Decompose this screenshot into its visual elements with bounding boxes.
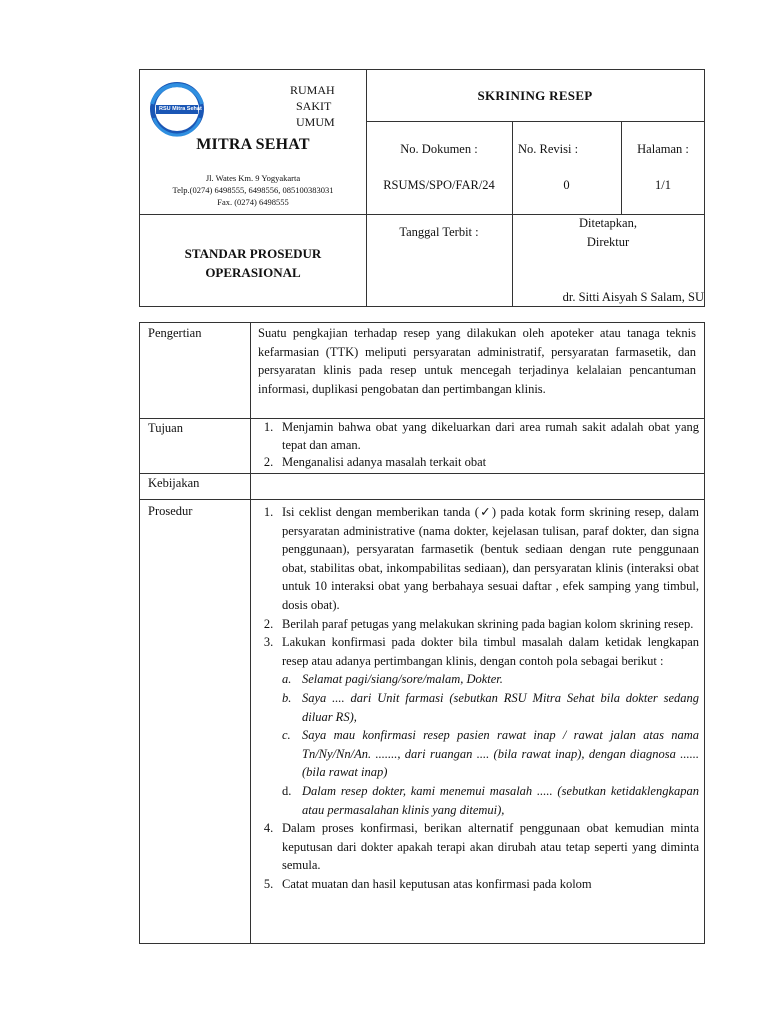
director-label: Direktur: [586, 235, 630, 249]
pengertian-text: Suatu pengkajian terhadap resep yang dilakukan oleh apoteker atau tanaga teknis kefarmasian (TTK) meliputi persyaratan administratif, persyaratan farmasetik, dan persyaratan klinis pada resep untuk mencegah terjadinya kelalaian pencantuman informasi, duplikasi pengobatan dan pertimbangan klinis.: [258, 326, 696, 396]
sub-list-letter: a.: [282, 672, 292, 687]
approval-label: Ditetapkan,: [579, 216, 637, 230]
hospital-phone: Telp.(0274) 6498555, 6498556, 085100383031: [172, 185, 334, 195]
list-item: [255, 454, 699, 472]
row-label-kebijakan: Kebijakan: [148, 476, 200, 490]
row-label-prosedur: Prosedur: [148, 504, 193, 518]
hospital-identity: [140, 70, 366, 214]
table-row-divider: [140, 473, 704, 474]
sub-list: [255, 670, 699, 819]
prosedur-list: [255, 503, 699, 893]
sub-list-item: [282, 689, 699, 726]
hospital-logo: [148, 80, 206, 138]
sop-title-line: STANDAR PROSEDUR: [184, 246, 322, 261]
list-number: 4.: [263, 821, 274, 836]
row-label-pengertian: Pengertian: [148, 326, 202, 340]
list-number: 3.: [263, 635, 274, 650]
list-number: 1.: [263, 505, 274, 519]
hospital-type-line: UMUM: [296, 115, 335, 129]
list-text: Isi ceklist dengan memberikan tanda (✓) pada kotak form skrining resep, dalam persyaratan administrative (nama dokter, kejelasan tulisan, paraf dokter, dan signa penggunaan), persyaratan farmasetik (bentuk sediaan dengan rute penggunaan obat, stabilitas obat, inkompabilitas sediaan), dan persyaratan klinis (interaksi obat untuk 10 interaksi obat yang berbahaya sesuai daftar , efek samping yang timbul, dosis obat).: [282, 505, 699, 612]
list-text: Menganalisi adanya masalah terkait obat: [282, 455, 487, 469]
sub-list-text: Saya .... dari Unit farmasi (sebutkan RSU Mitra Sehat bila dokter sedang diluar RS),: [302, 690, 699, 724]
sub-list-letter: c.: [282, 728, 291, 743]
sop-title-line: OPERASIONAL: [205, 265, 301, 280]
procedure-table: [139, 322, 705, 944]
hospital-type: [290, 82, 335, 130]
hospital-name: MITRA SEHAT: [196, 136, 310, 153]
list-item: [255, 419, 699, 454]
document-header-table: [139, 69, 705, 307]
page-value: 1/1: [655, 178, 671, 192]
approval-block: [512, 214, 704, 252]
list-text: Dalam proses konfirmasi, berikan alternatif penggunaan obat kemudian minta keputusan dari dokter apakah terapi akan dirubah atau tetap seperti yang diminta semula.: [282, 821, 699, 873]
hospital-contact: [140, 172, 366, 208]
sub-list-text: Selamat pagi/siang/sore/malam, Dokter.: [302, 672, 503, 687]
doc-number-value: RSUMS/SPO/FAR/24: [383, 178, 495, 192]
list-number: 2.: [263, 455, 274, 469]
list-item: [255, 633, 699, 670]
sub-list-item: [282, 670, 699, 689]
hospital-type-line: SAKIT: [296, 99, 332, 113]
header-divider: [621, 121, 622, 214]
logo-text: RSU Mitra Sehat: [159, 106, 202, 112]
header-divider: [366, 121, 704, 122]
list-text: Catat muatan dan hasil keputusan atas konfirmasi pada kolom: [282, 876, 592, 891]
list-item: [255, 615, 699, 634]
list-number: 2.: [263, 616, 274, 631]
page-label: Halaman :: [637, 142, 689, 156]
sub-list-letter: d.: [282, 783, 292, 798]
table-row-divider: [140, 499, 704, 500]
list-text: Menjamin bahwa obat yang dikeluarkan dari area rumah sakit adalah obat yang tepat dan aman.: [282, 420, 699, 452]
hospital-fax: Fax. (0274) 6498555: [217, 197, 289, 207]
row-label-tujuan: Tujuan: [148, 421, 183, 435]
revision-label: No. Revisi :: [518, 142, 579, 156]
sub-list-item: [282, 726, 699, 782]
hospital-type-line: RUMAH: [290, 83, 335, 97]
list-text: Lakukan konfirmasi pada dokter bila timbul masalah dalam ketidak lengkapan resep atau adanya pertimbangan klinis, dengan contoh pola sebagai berikut :: [282, 635, 699, 668]
document-title: SKRINING RESEP: [477, 88, 593, 103]
table-column-divider: [250, 323, 251, 944]
revision-value: 0: [563, 178, 570, 192]
doc-number-label: No. Dokumen :: [400, 142, 478, 156]
issue-date-label: Tanggal Terbit :: [399, 225, 479, 239]
signatory-name: dr. Sitti Aisyah S Salam, SU: [562, 290, 704, 304]
sop-title: [140, 244, 366, 282]
sub-list-item: [282, 782, 699, 819]
list-item: [255, 819, 699, 875]
tujuan-list: [255, 419, 699, 472]
sub-list-letter: b.: [282, 690, 292, 705]
hospital-address: Jl. Wates Km. 9 Yogyakarta: [205, 173, 301, 183]
sub-list-text: Dalam resep dokter, kami menemui masalah ..... (sebutkan ketidaklengkapan atau permasalahan klinis yang ditemui),: [302, 783, 699, 817]
list-text: Berilah paraf petugas yang melakukan skrining pada bagian kolom skrining resep.: [282, 616, 694, 631]
list-item: [255, 503, 699, 615]
list-number: 1.: [263, 420, 274, 434]
list-number: 5.: [263, 876, 274, 891]
list-item: [255, 875, 699, 894]
sub-list-text: Saya mau konfirmasi resep pasien rawat inap / rawat jalan atas nama Tn/Ny/Nn/An. ......., dari ruangan .... (bila rawat inap), dengan diagnosa ...... (bila rawat inap): [302, 728, 699, 780]
